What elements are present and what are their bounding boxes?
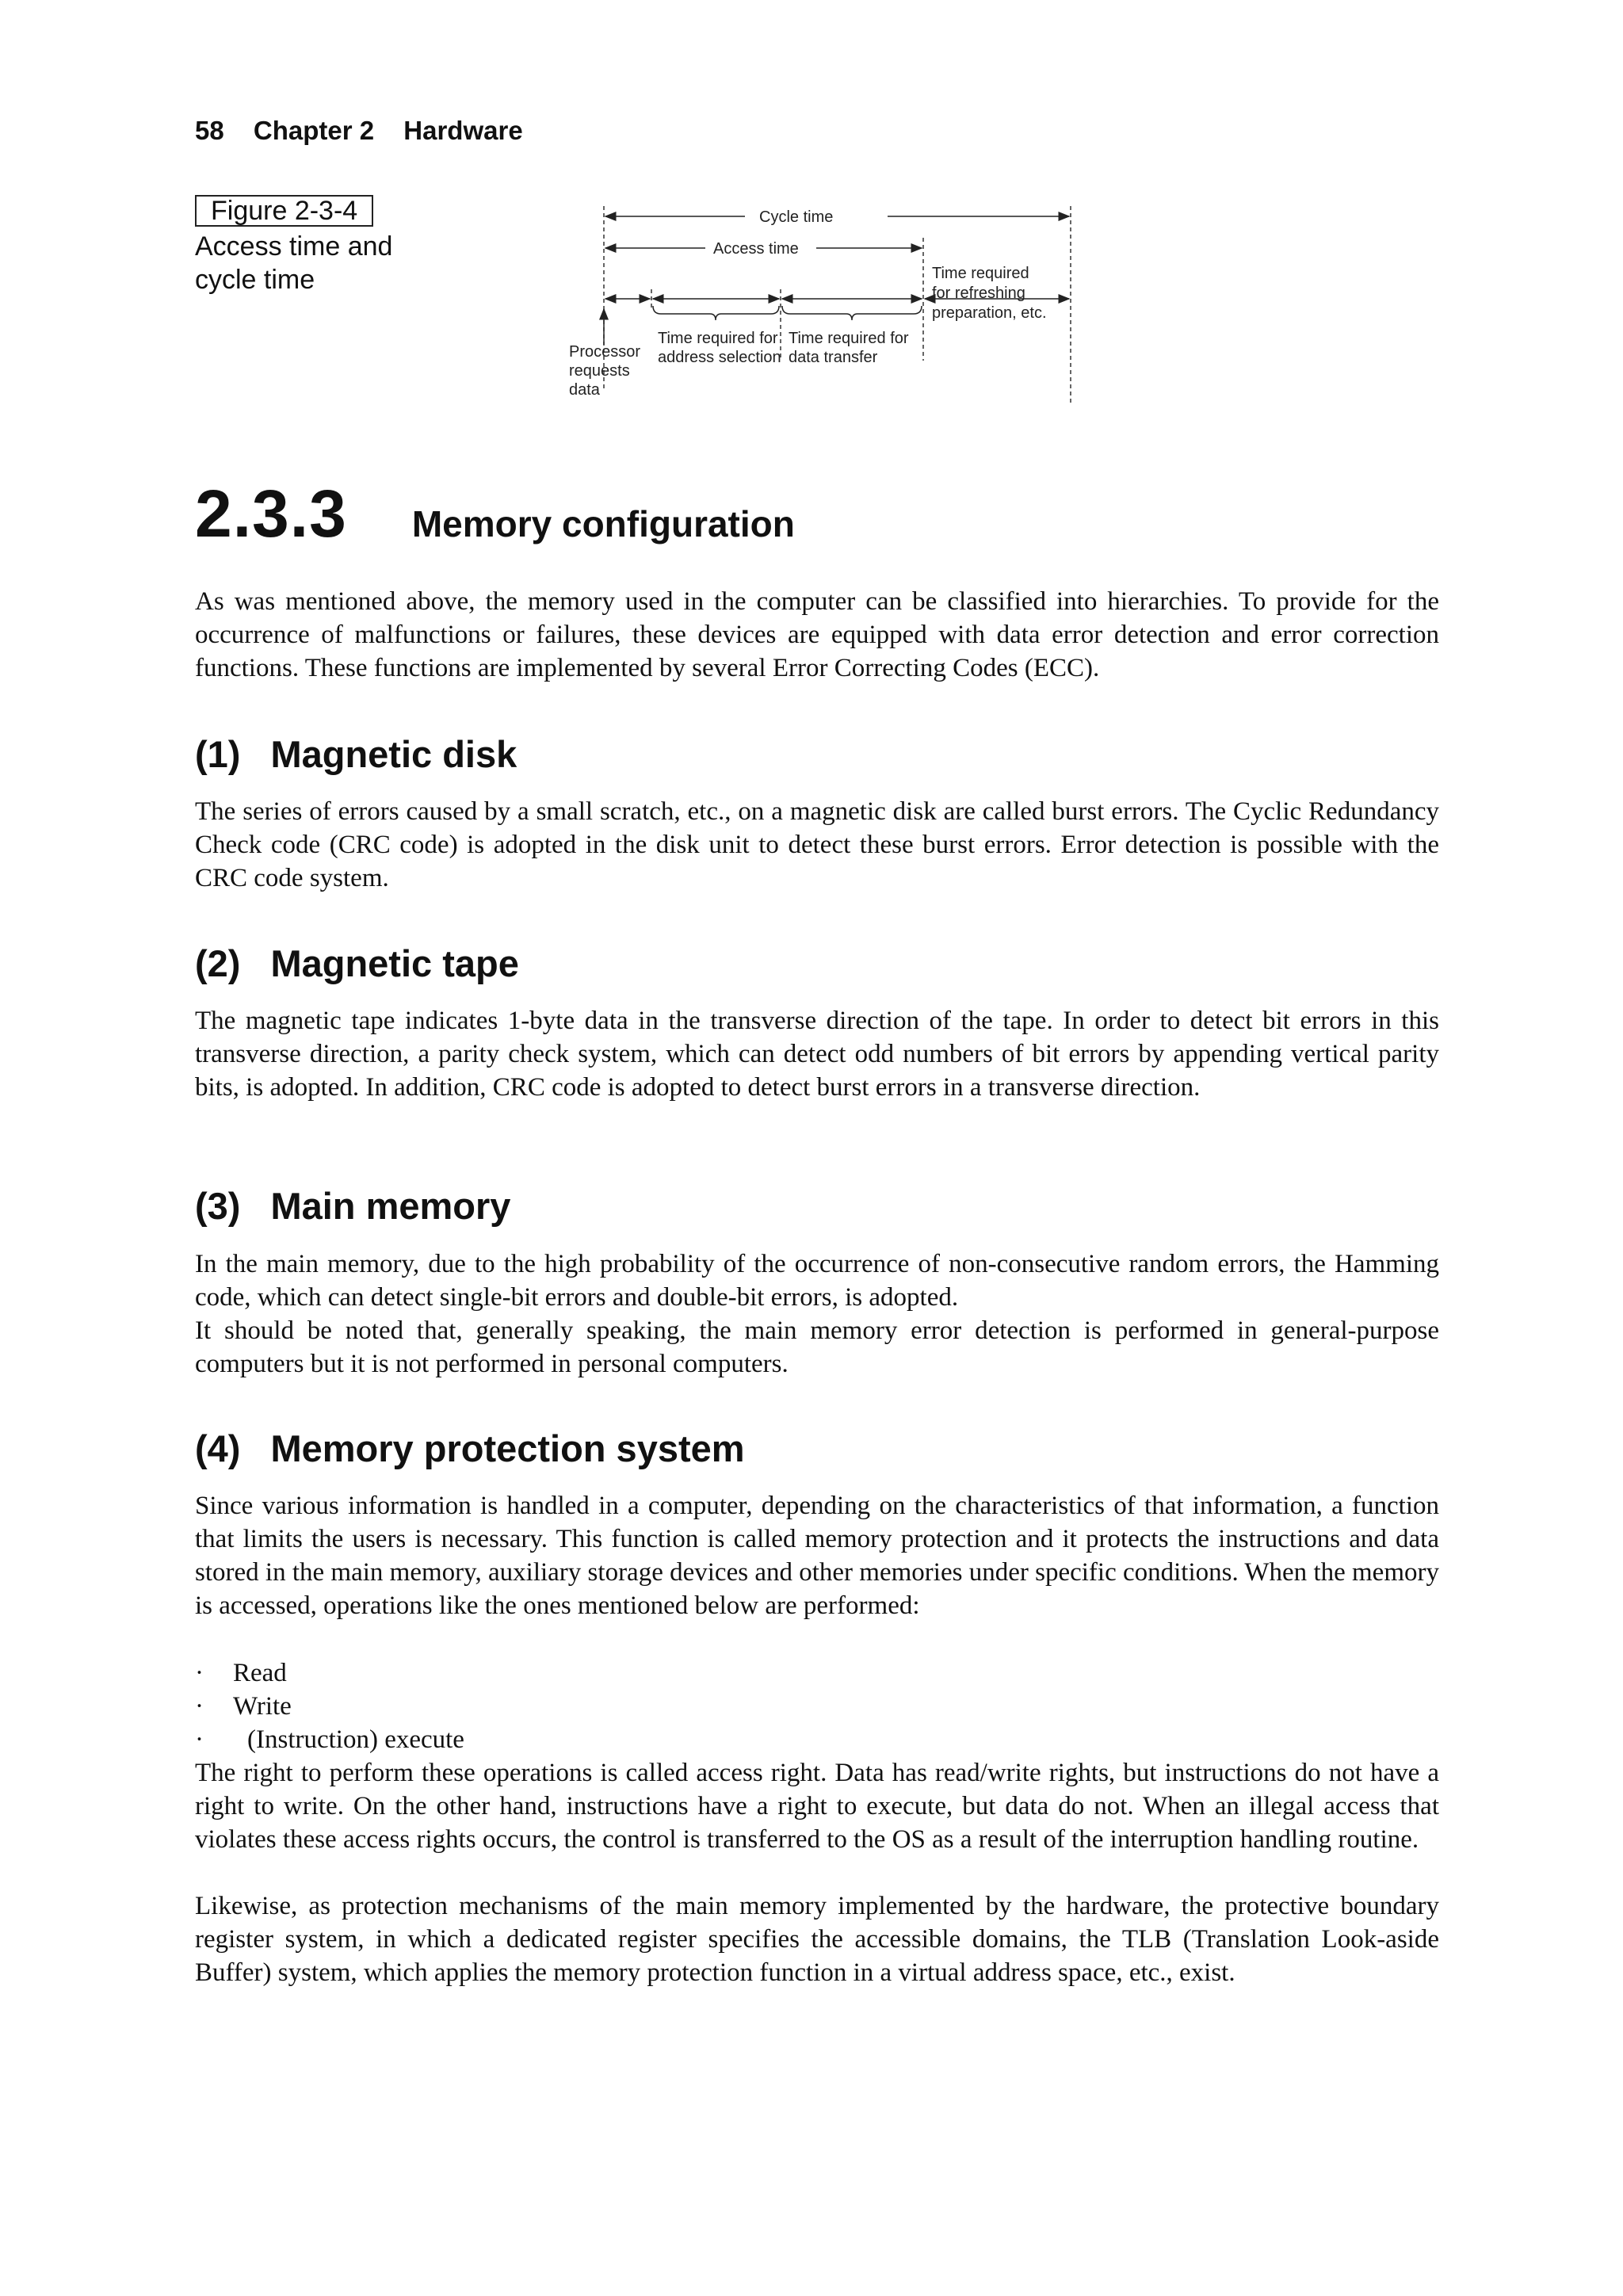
processor-label-line1: Processor [569, 343, 641, 361]
transfer-label-line1: Time required for [789, 330, 909, 347]
subsection-title: Magnetic tape [270, 942, 519, 984]
list-item [195, 1656, 1439, 1690]
bullet-mark: · [195, 1725, 204, 1754]
address-label-line2: address selection [658, 349, 781, 366]
figure-caption [195, 194, 392, 296]
bullet-mark: · [195, 1659, 204, 1687]
memory-protection-text: Since various information is handled in a computer, depending on the characteristics of that information, a function that limits the users is necessary. This function is called memory protection and it protects the instructions and data stored in the main memory, auxiliary storage devices and other memories under specific conditions. When the memory is accessed, operations like the ones mentioned below are performed: [195, 1492, 1439, 1620]
subsection-number: (3) [195, 1185, 241, 1227]
processor-label-line3: data [569, 381, 600, 399]
cycle-time-label: Cycle time [759, 208, 834, 226]
main-memory-text: In the main memory, due to the high probability of the occurrence of non-consecutive random errors, the Hamming code, which can detect single-bit errors and double-bit errors, is adopted. [195, 1250, 1439, 1312]
access-time-label: Access time [713, 240, 799, 258]
page-number: 58 [195, 116, 224, 145]
figure-label: Figure 2-3-4 [195, 195, 373, 227]
section-intro: As was mentioned above, the memory used in the computer can be classified into hierarchies. To provide for the occurrence of malfunctions or failures, these devices are equipped with data error detection and error correction functions. These functions are implemented by several Error Correcting Codes (ECC). [195, 587, 1439, 682]
subsection-number: (4) [195, 1427, 241, 1469]
chapter-title: Hardware [403, 116, 523, 145]
refresh-label-line3: preparation, etc. [932, 304, 1047, 322]
subsection-number: (1) [195, 733, 241, 775]
subsection-heading-magnetic-disk [195, 732, 517, 776]
subsection-number: (2) [195, 942, 241, 984]
chapter-label: Chapter 2 [253, 116, 375, 145]
section-number: 2.3.3 [195, 476, 347, 551]
subsection-title: Magnetic disk [270, 733, 517, 775]
refresh-label-line1: Time required [932, 265, 1029, 282]
list-item [195, 1690, 1439, 1723]
main-memory-note: It should be noted that, generally speaking, the main memory error detection is performed in general-purpose computers but it is not performed in personal computers. [195, 1316, 1439, 1378]
list-item [195, 1723, 1439, 1756]
access-cycle-time-diagram [555, 190, 1109, 412]
running-header [195, 116, 545, 146]
subsection-heading-memory-protection [195, 1427, 745, 1470]
magnetic-tape-text: The magnetic tape indicates 1-byte data in the transverse direction of the tape. In order to detect bit errors in this transverse direction, a parity check system, which can detect odd numbers of bit errors by appending vertical parity bits, is adopted. In addition, CRC code is adopted to detect burst errors in a transverse direction. [195, 1007, 1439, 1102]
subsection-title: Memory protection system [270, 1427, 745, 1469]
subsection-heading-main-memory [195, 1184, 510, 1228]
operation-list [195, 1656, 1439, 1756]
bullet-mark: · [195, 1692, 204, 1721]
list-item-text: Write [233, 1692, 292, 1721]
figure-caption-line1: Access time and [195, 231, 393, 262]
protection-mechanisms-text: Likewise, as protection mechanisms of the main memory implemented by the hardware, the protective boundary register system, in which a dedicated register specifies the accessible domains, the TLB (Translation Look-aside Buffer) system, which applies the memory protection function in a virtual address space, etc., exist. [195, 1892, 1439, 1987]
figure-caption-line2: cycle time [195, 265, 315, 295]
list-item-text: (Instruction) execute [247, 1725, 464, 1754]
transfer-label-line2: data transfer [789, 349, 878, 366]
timing-diagram-svg [555, 190, 1109, 412]
section-heading [195, 476, 795, 552]
list-item-text: Read [233, 1659, 287, 1687]
subsection-heading-magnetic-tape [195, 942, 519, 985]
access-right-text: The right to perform these operations is called access right. Data has read/write rights, but instructions do not have a right to write. On the other hand, instructions have a right to execute, but data do not. When an illegal access that violates these access rights occurs, the control is transferred to the OS as a result of the interruption handling routine. [195, 1759, 1439, 1854]
refresh-label-line2: for refreshing [932, 285, 1025, 302]
processor-label-line2: requests [569, 362, 630, 380]
magnetic-disk-text: The series of errors caused by a small scratch, etc., on a magnetic disk are called burst errors. The Cyclic Redundancy Check code (CRC code) is adopted in the disk unit to detect these burst errors. Error detection is possible with the CRC code system. [195, 797, 1439, 892]
brace-address [653, 306, 779, 320]
section-title: Memory configuration [411, 503, 795, 544]
subsection-title: Main memory [270, 1185, 511, 1227]
brace-transfer [782, 306, 922, 320]
address-label-line1: Time required for [658, 330, 778, 347]
